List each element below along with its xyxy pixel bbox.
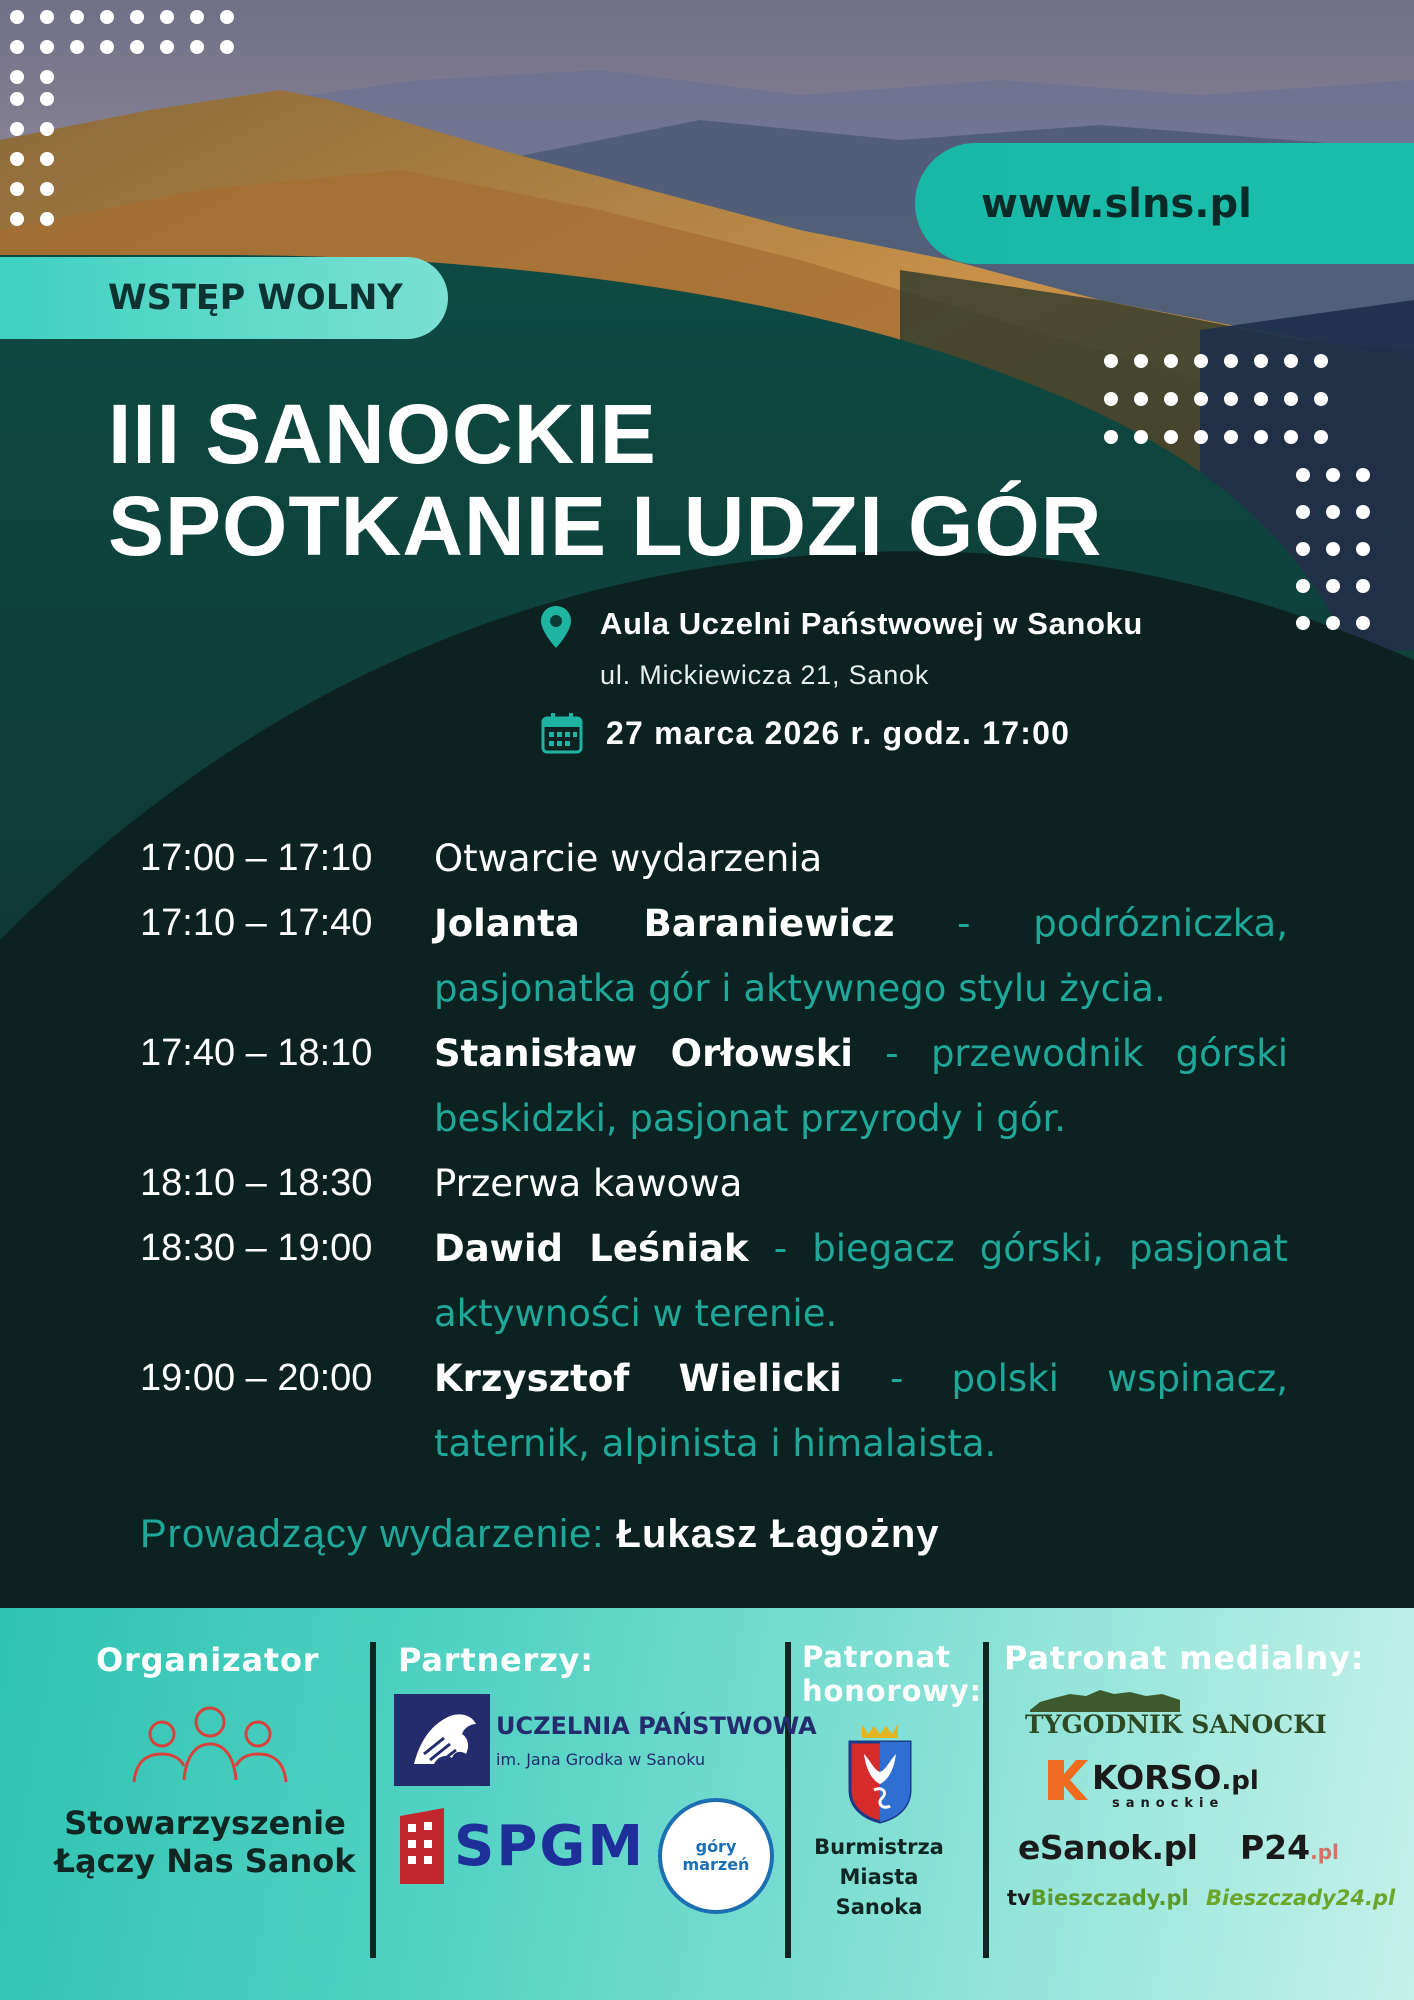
p24-logo[interactable]: [1240, 1828, 1339, 1867]
slot-description: [434, 1216, 1288, 1346]
honorary-name-line-1: Burmistrza: [814, 1835, 944, 1859]
slot-description: [434, 891, 1288, 1021]
korso-k-icon: [1048, 1760, 1088, 1800]
spgm-name: SPGM: [454, 1814, 646, 1879]
honorary-heading-line-2: honorowy:: [802, 1674, 982, 1708]
tvbieszczady-prefix: tv: [1007, 1886, 1031, 1910]
footer-divider: [983, 1642, 989, 1958]
korso-name: [1092, 1758, 1259, 1797]
organizer-name-line-2: Łączy Nas Sanok: [54, 1842, 356, 1880]
speaker-bio: - polski wspinacz, taternik, alpinista i himalaista.: [434, 1357, 1288, 1465]
footer-divider: [370, 1642, 376, 1958]
slot-time: 19:00 – 20:00: [140, 1357, 373, 1399]
organizer-name-line-1: Stowarzyszenie: [64, 1804, 346, 1842]
dot-pattern-left-column: [10, 92, 54, 226]
partners-heading: Partnerzy:: [398, 1641, 594, 1679]
eagle-emblem-icon: [394, 1694, 490, 1786]
speaker-bio: - przewodnik górski beskidzki, pasjonat przyrody i gór.: [434, 1032, 1288, 1140]
slot-time: 18:30 – 19:00: [140, 1227, 373, 1269]
p24-suffix: .pl: [1310, 1840, 1339, 1864]
speaker-bio: - podrózniczka, pasjonatka gór i aktywnego stylu życia.: [434, 902, 1288, 1010]
organizer-name: [50, 1804, 360, 1880]
coat-of-arms-icon: [844, 1720, 916, 1824]
schedule-item: [140, 826, 1288, 891]
honorary-heading: [802, 1640, 982, 1708]
uczelnia-logo[interactable]: [394, 1694, 817, 1786]
speaker-name: Krzysztof Wielicki: [434, 1357, 842, 1400]
speaker-name: Stanisław Orłowski: [434, 1032, 853, 1075]
title-line-1: III SANOCKIE: [108, 387, 657, 481]
gory-marzen-name: góry marzeń: [682, 1837, 750, 1874]
slot-description: Otwarcie wydarzenia: [434, 837, 823, 880]
honorary-name-line-2: Miasta: [839, 1865, 919, 1889]
korso-word: KORSO: [1092, 1758, 1222, 1797]
bieszczady24-logo[interactable]: Bieszczady24.pl: [1206, 1886, 1396, 1910]
title-line-2: SPOTKANIE LUDZI GÓR: [108, 479, 1103, 573]
speaker-name: Jolanta Baraniewicz: [434, 902, 895, 945]
dot-pattern-right: [1104, 354, 1328, 444]
slot-time: 17:00 – 17:10: [140, 837, 373, 879]
schedule-item: [140, 891, 1288, 1021]
spgm-building-icon: [396, 1806, 448, 1886]
host-line: [140, 1512, 940, 1557]
tygodnik-sanocki-logo[interactable]: TYGODNIK SANOCKI: [1025, 1710, 1327, 1739]
location-pin-icon: [538, 604, 574, 650]
schedule-list: [140, 826, 1288, 1476]
website-link[interactable]: www.slns.pl: [915, 143, 1414, 264]
free-admission-badge: WSTĘP WOLNY: [0, 257, 448, 339]
honorary-heading-line-1: Patronat: [802, 1640, 951, 1674]
slot-time: 17:40 – 18:10: [140, 1032, 373, 1074]
honorary-name-line-3: Sanoka: [835, 1895, 923, 1919]
schedule-item: [140, 1216, 1288, 1346]
dot-pattern-top-left: [10, 10, 234, 84]
host-label: Prowadzący wydarzenie:: [140, 1512, 617, 1556]
speaker-name: Dawid Leśniak: [434, 1227, 749, 1270]
korso-subtitle: sanockie: [1112, 1796, 1225, 1811]
host-name: Łukasz Łagożny: [616, 1512, 940, 1556]
slot-time: 17:10 – 17:40: [140, 902, 373, 944]
event-title: [108, 388, 1102, 572]
korso-logo[interactable]: [1048, 1758, 1278, 1811]
tvbieszczady-name: Bieszczady.pl: [1030, 1886, 1189, 1910]
schedule-item: [140, 1021, 1288, 1151]
p24-word: P24: [1240, 1828, 1311, 1867]
esanok-logo[interactable]: eSanok.pl: [1018, 1828, 1198, 1867]
gory-marzen-logo[interactable]: [658, 1798, 774, 1914]
uczelnia-subtitle: im. Jana Grodka w Sanoku: [496, 1750, 706, 1769]
dot-pattern-right-column: [1296, 468, 1370, 630]
korso-suffix: .pl: [1221, 1766, 1259, 1796]
event-date: 27 marca 2026 r. godz. 17:00: [606, 715, 1071, 751]
tygodnik-skyline-icon: [1030, 1686, 1180, 1712]
slot-description: [434, 1346, 1288, 1476]
venue-name: Aula Uczelni Państwowej w Sanoku: [600, 606, 1143, 641]
calendar-icon: [540, 711, 584, 755]
tvbieszczady-logo[interactable]: [1007, 1886, 1189, 1910]
slot-description: Przerwa kawowa: [434, 1162, 743, 1205]
schedule-item: [140, 1151, 1288, 1216]
media-heading: Patronat medialny:: [1004, 1639, 1365, 1677]
speaker-bio: - biegacz górski, pasjonat aktywności w terenie.: [434, 1227, 1288, 1335]
slot-description: [434, 1021, 1288, 1151]
honorary-name: [796, 1832, 962, 1922]
organizer-heading: Organizator: [96, 1641, 320, 1679]
group-people-icon: [126, 1700, 294, 1784]
slot-time: 18:10 – 18:30: [140, 1162, 373, 1204]
uczelnia-name: UCZELNIA PAŃSTWOWA: [496, 1712, 817, 1740]
venue-address: ul. Mickiewicza 21, Sanok: [600, 660, 930, 690]
spgm-logo[interactable]: [396, 1806, 654, 1886]
footer-divider: [785, 1642, 791, 1958]
schedule-item: [140, 1346, 1288, 1476]
